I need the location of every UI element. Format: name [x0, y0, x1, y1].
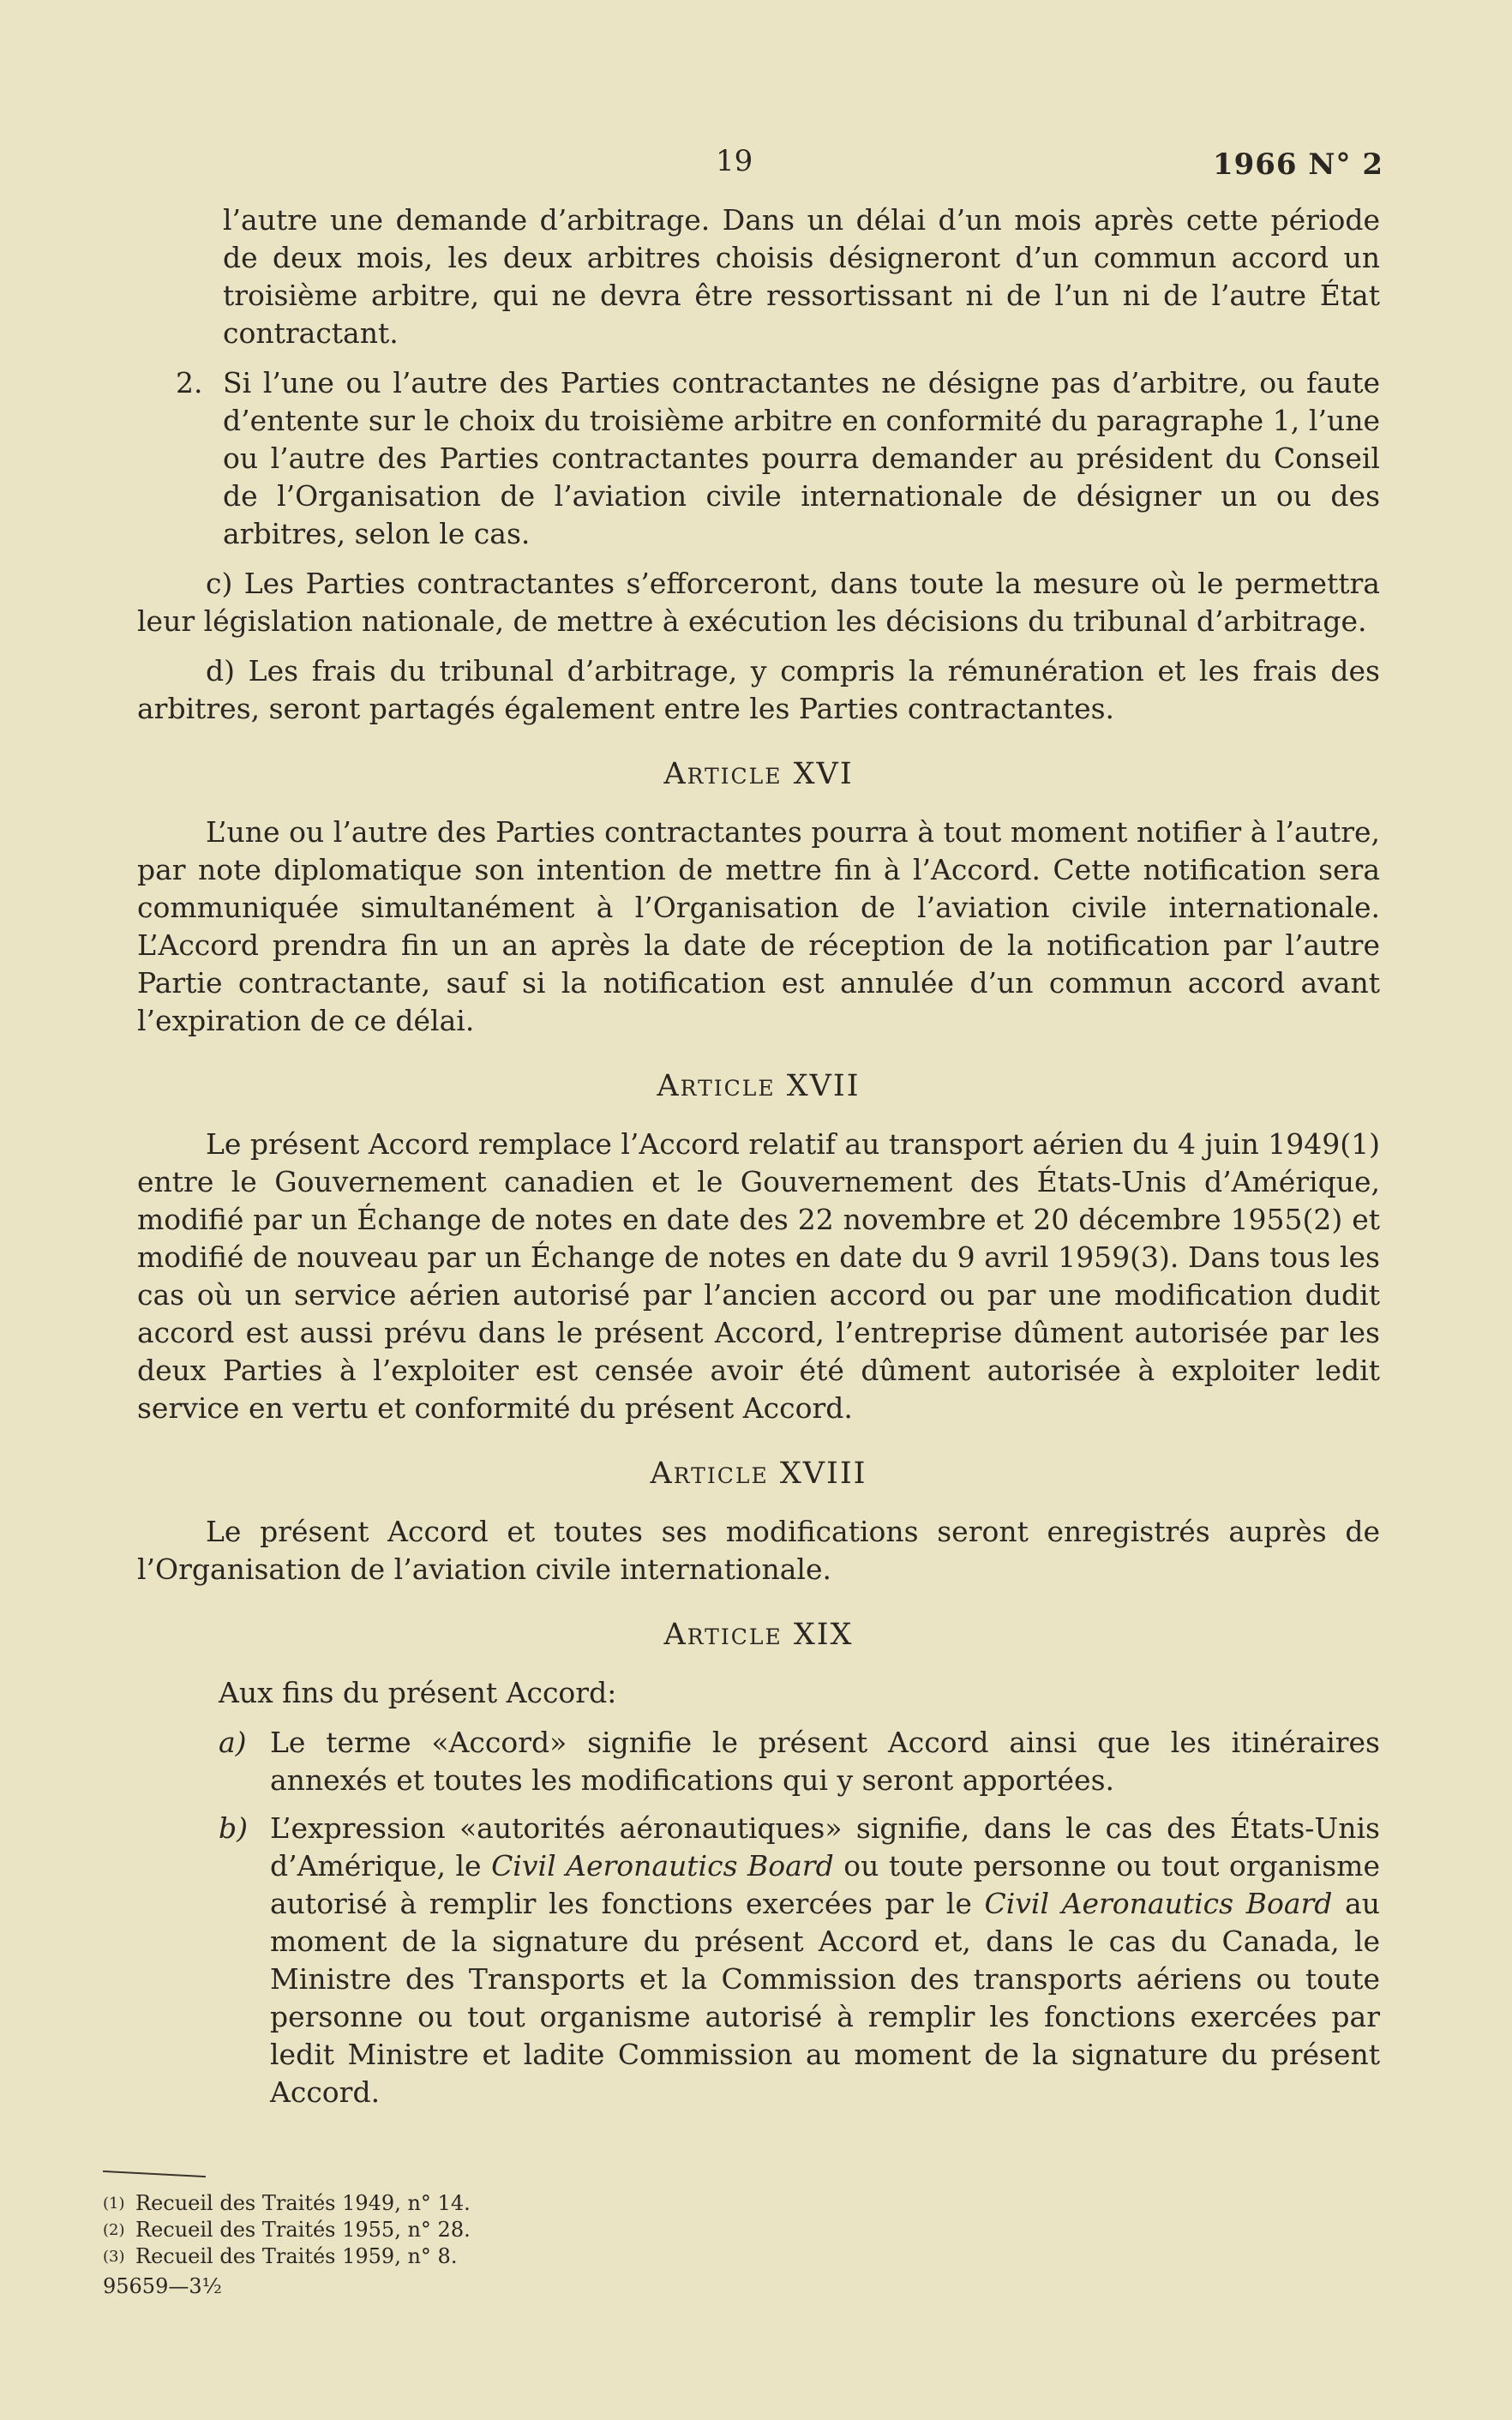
article-xv-continuation: l’autre une demande d’arbitrage. Dans un délai d’un mois après cette période de deux mois, les deux arbitres choisis désigneront d’un commun accord un troisième arbitre, qui ne devra être ressortissant ni de l’un ni de l’autre État contractant.	[223, 203, 1380, 350]
page-header	[0, 144, 1512, 187]
footnote-marker: (1)	[103, 2195, 125, 2213]
article-xv-paragraph-d: d) Les frais du tribunal d’arbitrage, y compris la rémunération et les frais des arbitres, seront partagés également entre les Parties contractantes.	[137, 654, 1380, 725]
article-xvi-text: L’une ou l’autre des Parties contractantes pourra à tout moment notifier à l’autre, par note diplomatique son intention de mettre fin à l’Accord. Cette notification sera communiquée simultanément à l’Organisation de l’aviation civile internationale. L’Accord prendra fin un an après la date de réception de la notification par l’autre Partie contractante, sauf si la notification est annulée d’un commun accord avant l’expiration de ce délai.	[137, 815, 1380, 1037]
footnote-marker: (3)	[103, 2248, 125, 2266]
article-xix-item-a	[137, 1724, 1380, 1799]
item-b-italic-name-2: Civil Aeronautics Board	[984, 1887, 1333, 1920]
footnote	[103, 2190, 471, 2217]
page-number: 19	[716, 144, 753, 178]
article-xvii-text: Le présent Accord remplace l’Accord relatif au transport aérien du 4 juin 1949(1) entre le Gouvernement canadien et le Gouvernement des États-Unis d’Amérique, modifié par un Échange de notes en date des 22 novembre et 20 décembre 1955(2) et modifié de nouveau par un Échange de notes en date du 9 avril 1959(3). Dans tous les cas où un service aérien autorisé par l’ancien accord ou par une modification dudit accord est aussi prévu dans le présent Accord, l’entreprise dûment autorisée par les deux Parties à l’exploiter est censée avoir été dûment autorisée à exploiter ledit service en vertu et conformité du présent Accord.	[137, 1127, 1380, 1425]
page-body	[137, 201, 1380, 2122]
item-b-italic-name-1: Civil Aeronautics Board	[491, 1849, 834, 1883]
footnote	[103, 2243, 471, 2270]
item-text: Le terme «Accord» signifie le présent Accord ainsi que les itinéraires annexés et toutes les modifications qui y seront apportées.	[270, 1726, 1380, 1797]
item-b-text-part3: au moment de la signature du présent Accord et, dans le cas du Canada, le Ministre des Transports et la Commission des transports aériens ou toute personne ou tout organisme autorisé à remplir les fonctions exercées par ledit Ministre et ladite Commission au moment de la signature du présent Accord.	[270, 1887, 1380, 2109]
item-number: 2.	[176, 366, 203, 399]
article-xviii-heading: Article XVIII	[650, 1456, 867, 1491]
article-xix-item-b	[137, 1810, 1380, 2111]
item-text: Si l’une ou l’autre des Parties contractantes ne désigne pas d’arbitre, ou faute d’entente sur le choix du troisième arbitre en conformité du paragraphe 1, l’une ou l’autre des Parties contractantes pourra demander au président du Conseil de l’Organisation de l’aviation civile internationale de désigner un ou des arbitres, selon le cas.	[223, 366, 1380, 550]
item-label: b)	[219, 1811, 248, 1845]
item-b-text-part2: ou toute personne ou tout organisme autorisé à remplir les fonctions exercées par le	[270, 1849, 1380, 1920]
article-xvi-heading: Article XVI	[663, 757, 854, 791]
article-xix-intro: Aux fins du présent Accord:	[219, 1676, 617, 1709]
gazette-reference: 1966 N° 2	[1212, 147, 1383, 182]
footnote-text: Recueil des Traités 1959, n° 8.	[135, 2244, 458, 2268]
item-b-text-part1: L’expression «autorités aéronautiques» signifie, dans le cas des États-Unis d’Amérique, le	[270, 1811, 1380, 1883]
article-xv-paragraph-c: c) Les Parties contractantes s’efforceront, dans toute la mesure où le permettra leur législation nationale, de mettre à exécution les décisions du tribunal d’arbitrage.	[137, 567, 1380, 638]
footnotes	[103, 2190, 471, 2300]
printer-code: 95659—3½	[103, 2274, 222, 2298]
article-xvii-heading: Article XVII	[657, 1069, 861, 1103]
footnote-marker: (2)	[103, 2221, 125, 2239]
article-xix-heading: Article XIX	[663, 1618, 854, 1652]
article-xv-item-2	[137, 364, 1380, 553]
footnote-text: Recueil des Traités 1955, n° 28.	[135, 2218, 471, 2242]
item-label: a)	[219, 1726, 247, 1759]
footnote-text: Recueil des Traités 1949, n° 14.	[135, 2191, 471, 2215]
footnote	[103, 2217, 471, 2243]
footnote-rule	[103, 2171, 206, 2177]
item-text	[270, 1810, 1380, 2111]
article-xviii-text: Le présent Accord et toutes ses modifications seront enregistrés auprès de l’Organisation de l’aviation civile internationale.	[137, 1515, 1380, 1586]
